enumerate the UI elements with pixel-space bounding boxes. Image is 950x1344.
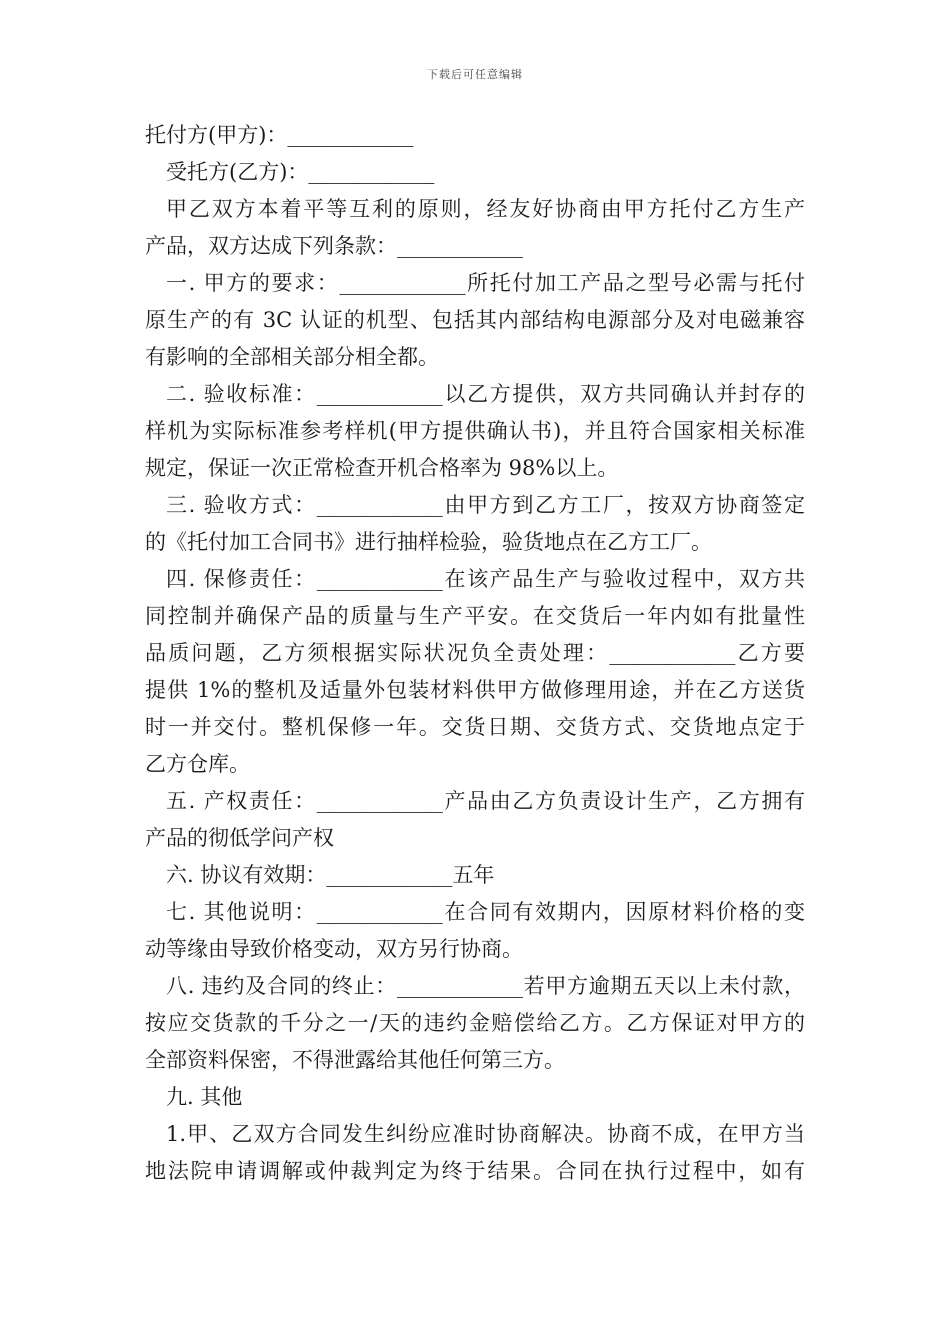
line-clause-3b: 的《托付加工合同书》进行抽样检验，验货地点在乙方工厂。	[145, 530, 712, 554]
line-clause-9-1a: 1.甲、乙双方合同发生纠纷应准时协商解决。协商不成，在甲方当	[166, 1122, 805, 1146]
line-clause-9: 九. 其他	[166, 1085, 243, 1109]
line-clause-1b: 原生产的有 3C 认证的机型、包括其内部结构电源部分及对电磁兼容	[145, 308, 805, 332]
line-clause-3a: 三. 验收方式：____________由甲方到乙方工厂，按双方协商签定	[166, 493, 805, 517]
line-clause-6: 六. 协议有效期：____________五年	[166, 863, 495, 887]
line-clause-4c: 品质问题，乙方须根据实际状况负全责处理：____________乙方要	[145, 641, 805, 665]
line-intro-1: 甲乙双方本着平等互利的原则，经友好协商由甲方托付乙方生产	[166, 197, 805, 221]
line-clause-4e: 时一并交付。整机保修一年。交货日期、交货方式、交货地点定于	[145, 715, 805, 739]
line-clause-8a: 八. 违约及合同的终止：____________若甲方逾期五天以上未付款，	[166, 974, 805, 998]
page-header: 下载后可任意编辑	[427, 68, 523, 81]
line-party-b: 受托方(乙方)：____________	[166, 160, 435, 184]
line-clause-1a: 一. 甲方的要求：____________所托付加工产品之型号必需与托付	[166, 271, 805, 295]
line-clause-9-1b: 地法院申请调解或仲裁判定为终于结果。合同在执行过程中，如有	[145, 1159, 805, 1183]
line-clause-2c: 规定，保证一次正常检查开机合格率为 98%以上。	[145, 456, 619, 480]
line-clause-4f: 乙方仓库。	[145, 752, 250, 776]
line-clause-8b: 按应交货款的千分之一/天的违约金赔偿给乙方。乙方保证对甲方的	[145, 1011, 805, 1035]
line-clause-8c: 全部资料保密，不得泄露给其他任何第三方。	[145, 1048, 565, 1072]
line-clause-2b: 样机为实际标准参考样机(甲方提供确认书)，并且符合国家相关标准	[145, 419, 805, 443]
line-clause-2a: 二. 验收标准：____________以乙方提供，双方共同确认并封存的	[166, 382, 805, 406]
line-clause-5b: 产品的彻低学问产权	[145, 826, 334, 850]
line-clause-4b: 同控制并确保产品的质量与生产平安。在交货后一年内如有批量性	[145, 604, 805, 628]
line-clause-4d: 提供 1%的整机及适量外包装材料供甲方做修理用途，并在乙方送货	[145, 678, 805, 702]
line-clause-4a: 四. 保修责任：____________在该产品生产与验收过程中，双方共	[166, 567, 805, 591]
line-intro-2: 产品，双方达成下列条款：____________	[145, 234, 523, 258]
line-party-a: 托付方(甲方)：____________	[145, 123, 414, 147]
line-clause-1c: 有影响的全部相关部分相全都。	[145, 345, 439, 369]
contract-body	[145, 117, 805, 1190]
line-clause-7a: 七. 其他说明：____________在合同有效期内，因原材料价格的变	[166, 900, 805, 924]
line-clause-7b: 动等缘由导致价格变动，双方另行协商。	[145, 937, 523, 961]
line-clause-5a: 五. 产权责任：____________产品由乙方负责设计生产，乙方拥有	[166, 789, 805, 813]
